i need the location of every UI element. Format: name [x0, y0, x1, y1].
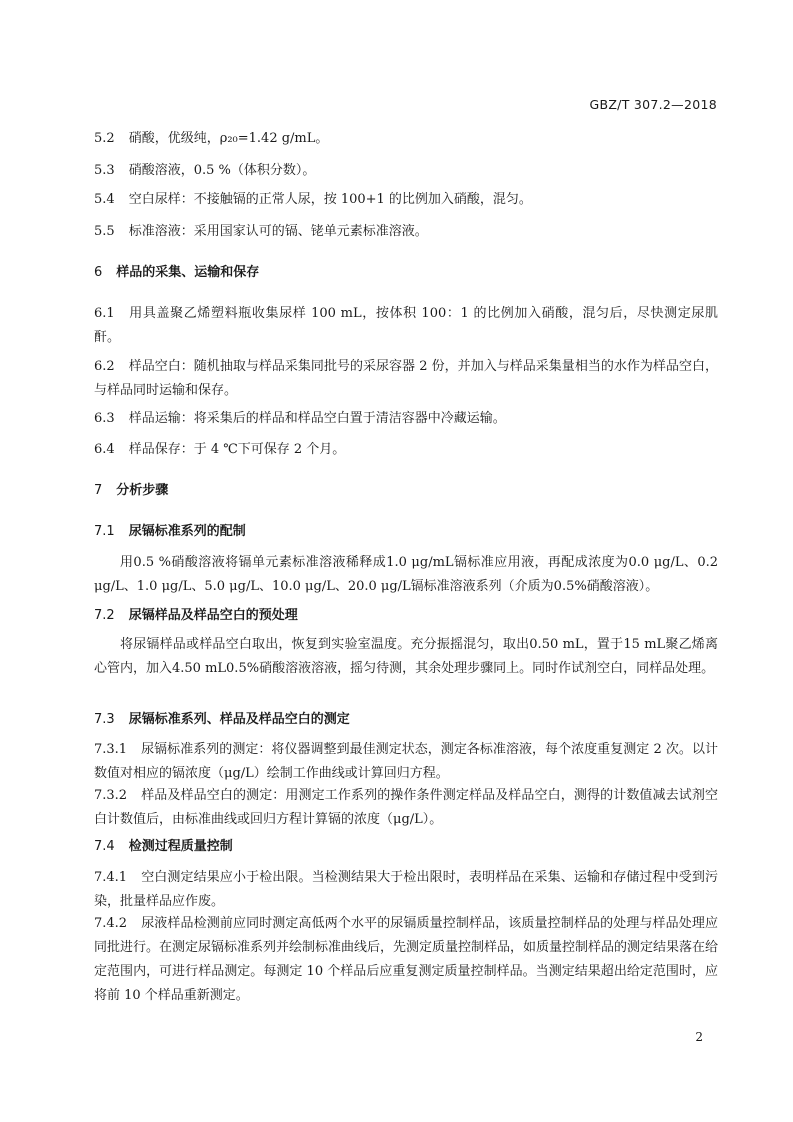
paragraph-7-2-body: 将尿镉样品或样品空白取出，恢复到实验室温度。充分振摇混匀，取出0.50 mL，置于15 mL聚乙烯离心管内，加入4.50 mL0.5%硝酸溶液溶液，摇匀待测，其余处理步骤同上。同时作试剂空白，同样品处理。: [94, 637, 718, 676]
paragraph-5-4: 5.4 空白尿样：不接触镉的正常人尿，按 100+1 的比例加入硝酸，混匀。: [94, 192, 532, 207]
paragraph-7-4-1: 7.4.1 空白测定结果应小于检出限。当检测结果大于检出限时，表明样品在采集、运输和存储过程中受到污染，批量样品应作废。: [94, 870, 718, 909]
paragraph-6-1: 6.1 用具盖聚乙烯塑料瓶收集尿样 100 mL，按体积 100：1 的比例加入硝酸，混匀后，尽快测定尿肌酐。: [94, 306, 718, 345]
document-code: GBZ/T 307.2—2018: [589, 97, 717, 112]
paragraph-6-3: 6.3 样品运输：将采集后的样品和样品空白置于清洁容器中冷藏运输。: [94, 411, 506, 426]
section-heading-6: 6 样品的采集、运输和保存: [94, 265, 260, 280]
subsection-heading-7-2: 7.2 尿镉样品及样品空白的预处理: [94, 608, 298, 623]
paragraph-7-3-2: 7.3.2 样品及样品空白的测定：用测定工作系列的操作条件测定样品及样品空白，测得的计数值减去试剂空白计数值后，由标准曲线或回归方程计算镉的浓度（μg/L）。: [94, 788, 718, 827]
section-heading-7: 7 分析步骤: [94, 483, 169, 498]
paragraph-5-2: 5.2 硝酸，优级纯，ρ₂₀=1.42 g/mL。: [94, 131, 329, 146]
paragraph-7-3-1: 7.3.1 尿镉标准系列的测定：将仪器调整到最佳测定状态，测定各标准溶液，每个浓度重复测定 2 次。以计数值对相应的镉浓度（μg/L）绘制工作曲线或计算回归方程。: [94, 742, 718, 781]
paragraph-6-4: 6.4 样品保存：于 4 ℃下可保存 2 个月。: [94, 442, 346, 457]
subsection-heading-7-1: 7.1 尿镉标准系列的配制: [94, 524, 246, 539]
subsection-heading-7-3: 7.3 尿镉标准系列、样品及样品空白的测定: [94, 712, 350, 727]
paragraph-5-3: 5.3 硝酸溶液，0.5 %（体积分数）。: [94, 163, 316, 178]
paragraph-7-4-2: 7.4.2 尿液样品检测前应同时测定高低两个水平的尿镉质量控制样品，该质量控制样品的处理与样品处理应同批进行。在测定尿镉标准系列并绘制标准曲线后，先测定质量控制样品，如质量控制样品的测定结果落在给定范围内，可进行样品测定。每测定 10 个样品后应重复测定质量控制样品。当测定结果超出给定范围时，应将前 10 个样品重新测定。: [94, 916, 719, 1003]
page-number: 2: [695, 1030, 703, 1044]
subsection-heading-7-4: 7.4 检测过程质量控制: [94, 839, 233, 854]
paragraph-7-1-body: 用0.5 %硝酸溶液将镉单元素标准溶液稀释成1.0 μg/mL镉标准应用液，再配成浓度为0.0 μg/L、0.2 μg/L、1.0 μg/L、5.0 μg/L、10.0 μg/L、20.0 μg/L镉标准溶液系列（介质为0.5%硝酸溶液）。: [94, 555, 718, 594]
paragraph-5-5: 5.5 标准溶液：采用国家认可的镉、铑单元素标准溶液。: [94, 224, 428, 239]
paragraph-6-2: 6.2 样品空白：随机抽取与样品采集同批号的采尿容器 2 份，并加入与样品采集量相当的水作为样品空白，与样品同时运输和保存。: [94, 359, 718, 398]
